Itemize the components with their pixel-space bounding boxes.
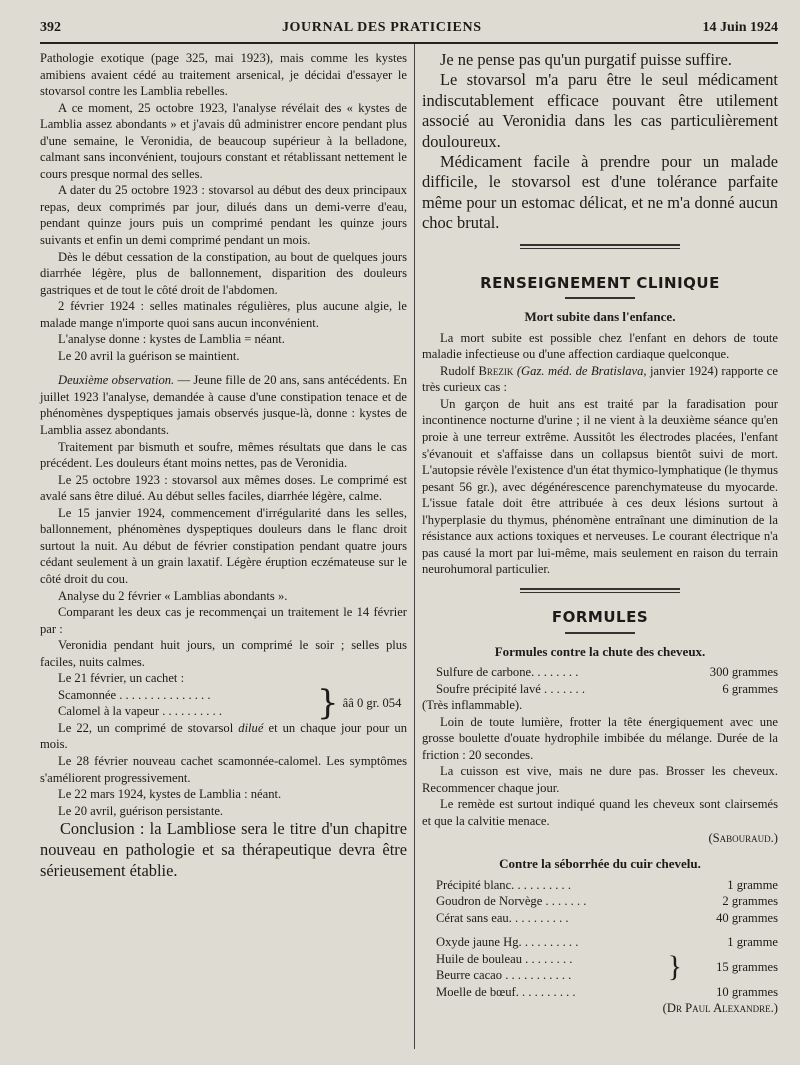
paragraph: Je ne pense pas qu'un purgatif puisse suffire.	[440, 50, 732, 69]
paragraph: Le 15 janvier 1924, commencement d'irrégularité dans les selles, ballonnement, phénomènes dyspeptiques douleurs dans le flanc droit surtout la nuit. Au début de février constipation pendant quatre jours cédant seulement à un grain laxatif. Légère éruption eczémateuse sur le côté droit du cou.	[40, 505, 407, 586]
paragraph: 2 février 1924 : selles matinales régulières, plus aucune algie, le malade mange n'importe quoi sans aucun inconvénient.	[40, 299, 407, 330]
paragraph: La cuisson est vive, mais ne dure pas. Brosser les cheveux. Recommencer chaque jour.	[422, 764, 778, 795]
paragraph: Le 20 avril la guérison se maintient.	[58, 348, 240, 363]
author-name: Brezik	[478, 363, 514, 378]
paragraph: Médicament facile à prendre pour un malade difficile, le stovarsol est d'une tolérance parfaite même pour un estomac délicat, et ne m'a donné aucun choc brutal.	[422, 152, 778, 233]
journal-title: JOURNAL DES PRATICIENS	[281, 20, 482, 35]
observation-text: — Jeune fille de 20 ans, sans antécédents. En juillet 1923 l'analyse, demandée à cause d'une constipation tenace et de phénomènes dyspeptiques jamais observés jusque-là, donne : kystes de Lamblia assez abondants.	[40, 373, 407, 438]
paragraph: Le stovarsol m'a paru être le seul médicament indiscutablement efficace pouvant être utilement associé au Veronidia dans les cas particulièrement douloureux.	[422, 70, 778, 151]
formula-row: Moelle de bœuf. . . . . . . . . . 10 grammes	[436, 984, 778, 999]
section-heading-formules: FORMULES	[551, 607, 649, 626]
paragraph: Traitement par bismuth et soufre, mêmes résultats que dans le cas précédent. Les douleurs étant moins nettes, pas de Veronidia.	[40, 439, 407, 471]
section-separator	[520, 244, 680, 249]
right-column	[422, 50, 778, 1017]
conclusion: Conclusion : la Lambliose sera le titre d'un chapitre nouveau en pathologie et sa thérapeutique devra être sérieusement établie.	[40, 819, 407, 880]
brace: }	[317, 683, 339, 724]
formula-row: Cérat sans eau. . . . . . . . . . 40 grammes	[436, 910, 778, 925]
paragraph: Le 20 avril, guérison persistante.	[58, 803, 224, 818]
observation-title: Deuxième observation.	[58, 373, 175, 388]
signature: (Sabouraud.)	[708, 830, 778, 845]
heading-rule	[565, 297, 635, 299]
paragraph: Rudolf Brezik (Gaz. méd. de Bratislava, janvier 1924) rapporte ce très curieux cas :	[422, 363, 778, 395]
paragraph: Comparant les deux cas je recommençai un traitement le 14 février par :	[40, 605, 407, 636]
paragraph: A dater du 25 octobre 1923 : stovarsol au début des deux principaux repas, deux comprimés par jour, dilués dans un demi-verre d'eau, pendant quinze jours puis un comprimé pendant les quinze jours suivants et enfin un demi comprimé pendant un mois.	[40, 183, 407, 248]
page-number: 392	[40, 20, 61, 35]
paragraph: Le remède est surtout indiqué quand les cheveux sont clairsemés et que la calvitie menace.	[422, 797, 778, 828]
left-column	[40, 50, 407, 882]
cachet-quantity: ââ 0 gr. 054	[342, 696, 402, 711]
paragraph: La mort subite est possible chez l'enfant en dehors de toute maladie infectieuse ou d'une affection cardiaque quelconque.	[422, 330, 778, 362]
paragraph: Le 22 mars 1924, kystes de Lamblia : néant.	[58, 787, 282, 802]
formula-row: Sulfure de carbone. . . . . . . . 300 grammes	[436, 665, 778, 680]
section-separator	[520, 588, 680, 593]
formula-row: Précipité blanc. . . . . . . . . . 1 gramme	[436, 877, 778, 892]
page-header	[40, 20, 778, 42]
section-heading-clinique: RENSEIGNEMENT CLINIQUE	[480, 273, 720, 292]
subheading: Formules contre la chute des cheveux.	[494, 643, 706, 659]
subheading: Contre la séborrhée du cuir chevelu.	[499, 856, 701, 872]
paragraph: Analyse du 2 février « Lamblias abondants ».	[58, 588, 288, 603]
cachet-item: Scamonnée . . . . . . . . . . . . . . .	[58, 687, 211, 702]
formula-row: Goudron de Norvège . . . . . . . 2 grammes	[436, 894, 778, 909]
paragraph: Le 28 février nouveau cachet scamonnée-calomel. Les symptômes s'améliorent progressivement.	[40, 753, 407, 785]
paragraph: Loin de toute lumière, frotter la tête énergiquement avec une grosse boulette d'ouate hydrophile imbibée du mélange. Durée de la friction : 20 secondes.	[422, 714, 778, 762]
formula-group: Huile de bouleau . . . . . . . . Beurre cacao . . . . . . . . . . . } 15 grammes	[436, 950, 778, 984]
formula-row: Soufre précipité lavé . . . . . . . 6 grammes	[436, 681, 778, 696]
cachet-prescription	[58, 683, 407, 724]
formula-row: Oxyde jaune Hg. . . . . . . . . . 1 gramme	[436, 935, 778, 950]
column-divider	[414, 44, 415, 1049]
header-rule	[40, 42, 778, 44]
issue-date: 14 Juin 1924	[702, 20, 778, 35]
cachet-item: Calomel à la vapeur . . . . . . . . . .	[58, 704, 223, 719]
heading-rule	[565, 632, 635, 634]
signature: (Dr Paul Alexandre.)	[662, 1001, 778, 1016]
paragraph: Veronidia pendant huit jours, un comprimé le soir ; selles plus faciles, nuits calmes.	[40, 638, 407, 669]
paragraph: Pathologie exotique (page 325, mai 1923), mais comme les kystes amibiens avaient cédé au traitement arsenical, je décidai d'essayer le stovarsol contre les Lamblia rebelles.	[40, 51, 407, 99]
observation-paragraph	[40, 372, 407, 438]
paragraph: A ce moment, 25 octobre 1923, l'analyse révélait des « kystes de Lamblia assez abondants » et j'avais dû administrer encore pendant plus d'une semaine, le Veronidia, de beaucoup supérieur à la belladone, calmant sans inconvénient, toujours constant et rétablissant nettement le cours presque normal des selles.	[40, 100, 407, 181]
paragraph: L'analyse donne : kystes de Lamblia = néant.	[58, 332, 285, 347]
paragraph: Dès le début cessation de la constipation, au bout de quelques jours diarrhée légère, plus de ballonnement, disparition des douleurs gastriques et de tout le côté droit de l'abdomen.	[40, 249, 407, 297]
paragraph: Un garçon de huit ans est traité par la faradisation pour incontinence nocturne d'urine ; il ne vient à la deuxième séance qu'en proie à une terreur extrême. Aussitôt les électrodes placées, l'enfant s'évanouit et s'affaisse dans un collapsus bientôt suivi de mort. L'autopsie révèle l'existence d'un état thymico-lymphatique (le thymus pesant 56 gr.), avec dégénérescence parenchymateuse du myocarde. L'issue fatale doit être attribuée à ces deux lésions surtout à l'hyperplasie du thymus, phénomène entraînant une diminution de la résistance aux actions toxiques et nerveuses. Le courant électrique n'a pas causé la mort par lui-même, mais seulement en raison du terrain neurohumoral particulier.	[422, 396, 778, 577]
citation: (Gaz. méd. de Bratislava,	[513, 363, 647, 378]
paragraph: Le 21 février, un cachet :	[58, 671, 185, 686]
paragraph: Le 22, un comprimé de stovarsol dilué et un chaque jour pour un mois.	[40, 720, 407, 752]
subheading: Mort subite dans l'enfance.	[524, 309, 676, 325]
paragraph: Le 25 octobre 1923 : stovarsol aux mêmes doses. Le comprimé est avalé sans être dilué. Au début selles faciles, diarrhée légère, calme.	[40, 472, 407, 504]
formula-note: (Très inflammable).	[422, 698, 523, 713]
